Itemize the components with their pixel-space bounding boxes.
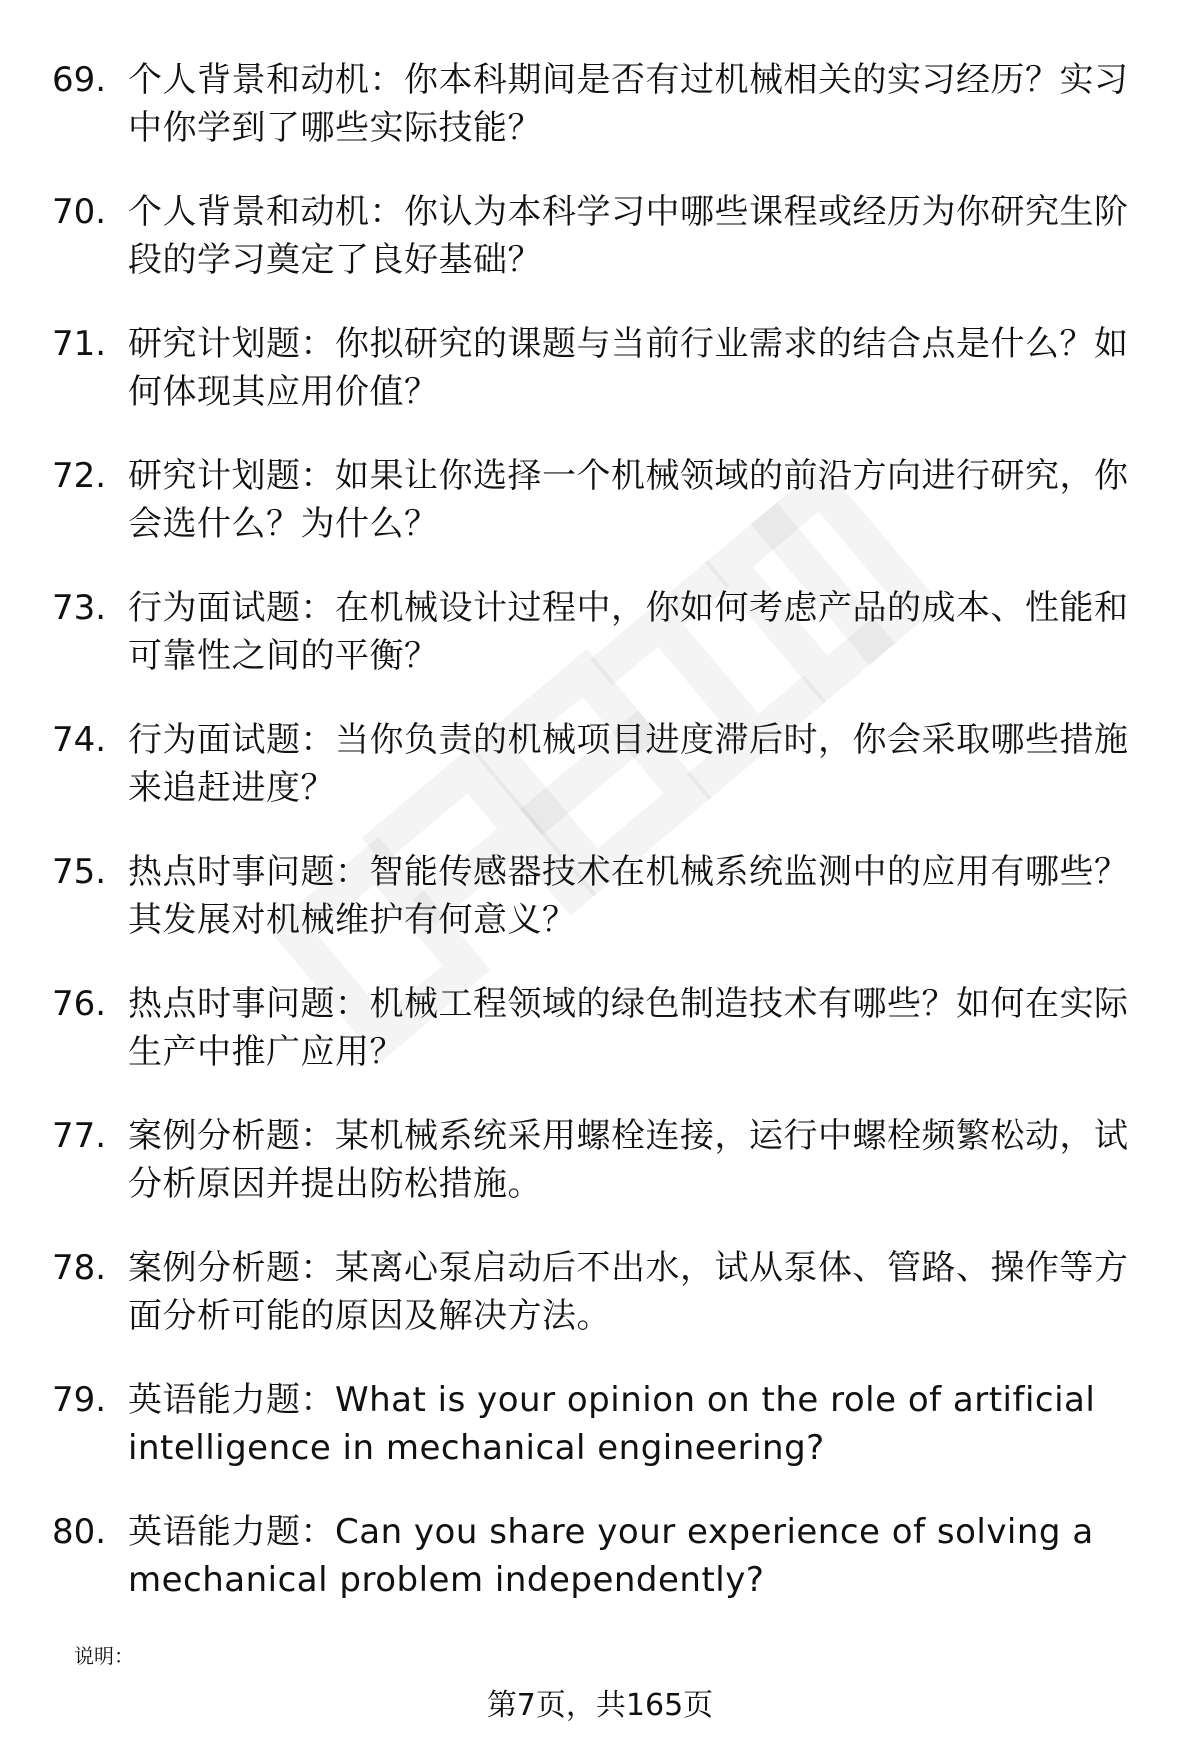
- question-item: [52, 452, 1152, 584]
- question-text: 行为面试题：在机械设计过程中，你如何考虑产品的成本、性能和可靠性之间的平衡？: [128, 588, 1129, 676]
- question-number: 74.: [52, 720, 107, 760]
- question-item: [52, 584, 1152, 716]
- question-text: 英语能力题：What is your opinion on the role of artificial intelligence in mechanical engineering?: [128, 1380, 1096, 1468]
- question-number: 76.: [52, 984, 107, 1024]
- question-text: 研究计划题：你拟研究的课题与当前行业需求的结合点是什么？如何体现其应用价值？: [128, 324, 1129, 412]
- question-number: 80.: [52, 1512, 107, 1552]
- question-number: 75.: [52, 852, 107, 892]
- question-text: 英语能力题：Can you share your experience of solving a mechanical problem independently?: [128, 1512, 1094, 1600]
- question-text: 案例分析题：某机械系统采用螺栓连接，运行中螺栓频繁松动，试分析原因并提出防松措施。: [128, 1116, 1129, 1204]
- question-number: 70.: [52, 192, 107, 232]
- question-text: 个人背景和动机：你本科期间是否有过机械相关的实习经历？实习中你学到了哪些实际技能？: [128, 60, 1129, 148]
- question-item: [52, 1508, 1152, 1640]
- question-item: [52, 1376, 1152, 1508]
- question-item: [52, 1244, 1152, 1376]
- question-item: [52, 848, 1152, 980]
- question-number: 73.: [52, 588, 107, 628]
- question-number: 72.: [52, 456, 107, 496]
- question-number: 78.: [52, 1248, 107, 1288]
- question-text: 案例分析题：某离心泵启动后不出水，试从泵体、管路、操作等方面分析可能的原因及解决方法。: [128, 1248, 1129, 1336]
- question-item: [52, 320, 1152, 452]
- page-number: 第7页，共165页: [486, 1688, 714, 1723]
- question-number: 79.: [52, 1380, 107, 1420]
- question-list: [52, 56, 1152, 1640]
- question-text: 行为面试题：当你负责的机械项目进度滞后时，你会采取哪些措施来追赶进度？: [128, 720, 1129, 808]
- question-item: [52, 980, 1152, 1112]
- question-text: 个人背景和动机：你认为本科学习中哪些课程或经历为你研究生阶段的学习奠定了良好基础？: [128, 192, 1129, 280]
- question-item: [52, 56, 1152, 188]
- question-item: [52, 188, 1152, 320]
- question-item: [52, 1112, 1152, 1244]
- question-text: 热点时事问题：机械工程领域的绿色制造技术有哪些？如何在实际生产中推广应用？: [128, 984, 1129, 1072]
- question-item: [52, 716, 1152, 848]
- question-text: 热点时事问题：智能传感器技术在机械系统监测中的应用有哪些？其发展对机械维护有何意义？: [128, 852, 1129, 940]
- question-number: 69.: [52, 60, 107, 100]
- note-label: 说明：: [74, 1644, 134, 1668]
- question-number: 71.: [52, 324, 107, 364]
- question-number: 77.: [52, 1116, 107, 1156]
- question-text: 研究计划题：如果让你选择一个机械领域的前沿方向进行研究，你会选什么？为什么？: [128, 456, 1129, 544]
